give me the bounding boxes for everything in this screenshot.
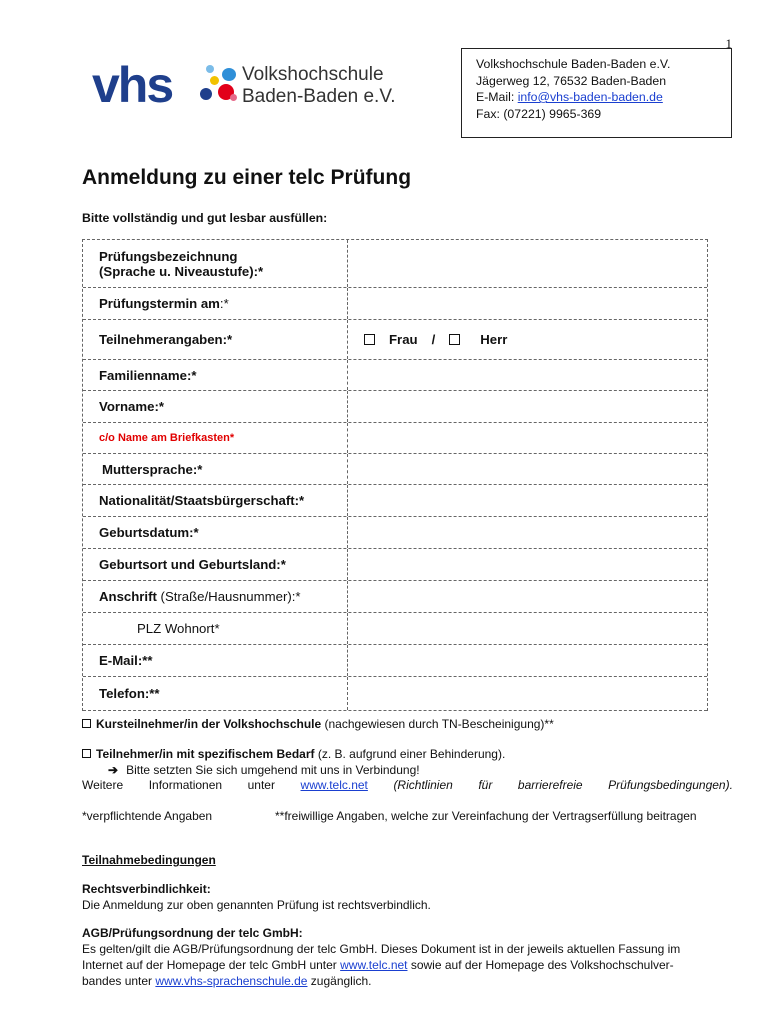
address-line1: Volkshochschule Baden-Baden e.V. (476, 57, 671, 71)
checkbox-bedarf[interactable] (82, 749, 96, 758)
footnote-optional: **freiwillige Angaben, welche zur Vereinfachung der Vertragserfüllung beitragen (275, 809, 697, 823)
label-muttersprache: Muttersprache:* (83, 454, 348, 484)
email-prefix: E-Mail: (476, 90, 518, 104)
arrow-right-icon: ➔ (108, 763, 119, 777)
row-plz (83, 613, 707, 645)
address-fax: Fax: (07221) 9965-369 (476, 106, 602, 121)
page-title: Anmeldung zu einer telc Prüfung (82, 166, 412, 189)
checkbox-icon (82, 749, 91, 758)
label-familienname: Familienname:* (83, 360, 348, 390)
checkbox-icon (449, 334, 460, 345)
checkbox-kursteilnehmer[interactable] (82, 719, 96, 728)
field-telefon[interactable] (348, 677, 707, 710)
label-pruefung-line2: (Sprache u. Niveaustufe):* (99, 263, 264, 279)
label-pruefung-line1: Prüfungsbezeichnung (99, 248, 238, 264)
row-nationalitaet (83, 485, 707, 517)
checkbox-frau[interactable]: Frau (364, 332, 418, 347)
label-telefon: Telefon:** (83, 677, 348, 710)
rv-heading: Rechtsverbindlichkeit: (82, 882, 211, 896)
option-bedarf: Teilnehmer/in mit spezifischem Bedarf (z. B. aufgrund einer Behinderung). (82, 746, 505, 762)
registration-form (82, 239, 708, 711)
label-geburtsort: Geburtsort und Geburtsland:* (83, 549, 348, 580)
field-geburtsort[interactable] (348, 549, 707, 580)
footnote-required: *verpflichtende Angaben (82, 809, 213, 823)
row-teilnehmerangaben: Teilnehmerangaben:* Frau / Herr (83, 320, 707, 360)
row-pruefungsbezeichnung (83, 240, 707, 288)
telc-link[interactable]: www.telc.net (300, 778, 368, 792)
row-anschrift: Anschrift (Straße/Hausnummer):* (83, 581, 707, 613)
info-line: Weitere Informationen unter www.telc.net (Richtlinien für barrierefreie Prüfungsbedingungen). (82, 778, 733, 792)
conditions-heading: Teilnahmebedingungen (82, 853, 216, 867)
checkbox-herr[interactable]: Herr (449, 332, 507, 347)
label-termin: Prüfungstermin am (99, 296, 220, 311)
field-pruefungstermin[interactable] (348, 288, 707, 319)
agb-text: Es gelten/gilt die AGB/Prüfungsordnung der telc GmbH. Dieses Dokument ist in der jeweils aktuellen Fassung im Internet auf der Homepage der telc GmbH unter www.telc.net sowie auf der Homepage des Volkshochschulver- bandes unter www.vhs-sprachenschule.de zugänglich. (82, 942, 681, 988)
vhs-logo (92, 58, 402, 118)
label-teilnehmerangaben: Teilnehmerangaben:* (83, 320, 348, 359)
email-link[interactable]: info@vhs-baden-baden.de (517, 90, 663, 104)
checkbox-icon (364, 334, 375, 345)
row-co-name (83, 423, 707, 454)
agb-heading: AGB/Prüfungsordnung der telc GmbH: (82, 926, 303, 940)
row-telefon (83, 677, 707, 711)
option-kursteilnehmer: Kursteilnehmer/in der Volkshochschule (nachgewiesen durch TN-Bescheinigung)** (82, 716, 554, 732)
checkbox-icon (82, 719, 91, 728)
field-nationalitaet[interactable] (348, 485, 707, 516)
logo-line2: Baden-Baden e.V. (242, 86, 396, 107)
address-box (461, 48, 732, 138)
label-anschrift: Anschrift (99, 589, 157, 604)
vhs-sprachenschule-link[interactable]: www.vhs-sprachenschule.de (155, 974, 308, 988)
field-pruefungsbezeichnung[interactable] (348, 240, 707, 287)
row-geburtsdatum (83, 517, 707, 549)
label-email: E-Mail:** (83, 645, 348, 676)
field-geburtsdatum[interactable] (348, 517, 707, 548)
field-familienname[interactable] (348, 360, 707, 390)
logo-dots-icon (198, 62, 240, 108)
row-familienname (83, 360, 707, 391)
row-pruefungstermin: Prüfungstermin am:* (83, 288, 707, 320)
row-geburtsort (83, 549, 707, 581)
label-plz: PLZ Wohnort* (137, 621, 220, 636)
label-vorname: Vorname:* (83, 391, 348, 422)
label-nationalitaet: Nationalität/Staatsbürgerschaft:* (83, 485, 348, 516)
field-vorname[interactable] (348, 391, 707, 422)
row-email (83, 645, 707, 677)
page-number: 1 (725, 36, 732, 51)
label-geburtsdatum: Geburtsdatum:* (83, 517, 348, 548)
contact-note: ➔ Bitte setzten Sie sich umgehend mit uns in Verbindung! (108, 763, 420, 777)
field-email[interactable] (348, 645, 707, 676)
logo-mark: vhs (92, 57, 173, 113)
rv-text: Die Anmeldung zur oben genannten Prüfung ist rechtsverbindlich. (82, 898, 431, 912)
logo-line1: Volkshochschule (242, 64, 384, 85)
field-co-name[interactable] (348, 423, 707, 453)
telc-link-2[interactable]: www.telc.net (340, 958, 408, 972)
address-line2: Jägerweg 12, 76532 Baden-Baden (476, 73, 667, 88)
field-plz[interactable] (348, 613, 707, 644)
label-co-name: c/o Name am Briefkasten* (99, 432, 235, 444)
field-anschrift[interactable] (348, 581, 707, 612)
instruction-text: Bitte vollständig und gut lesbar ausfüllen: (82, 211, 328, 225)
field-muttersprache[interactable] (348, 454, 707, 484)
row-muttersprache (83, 454, 707, 485)
row-vorname (83, 391, 707, 423)
